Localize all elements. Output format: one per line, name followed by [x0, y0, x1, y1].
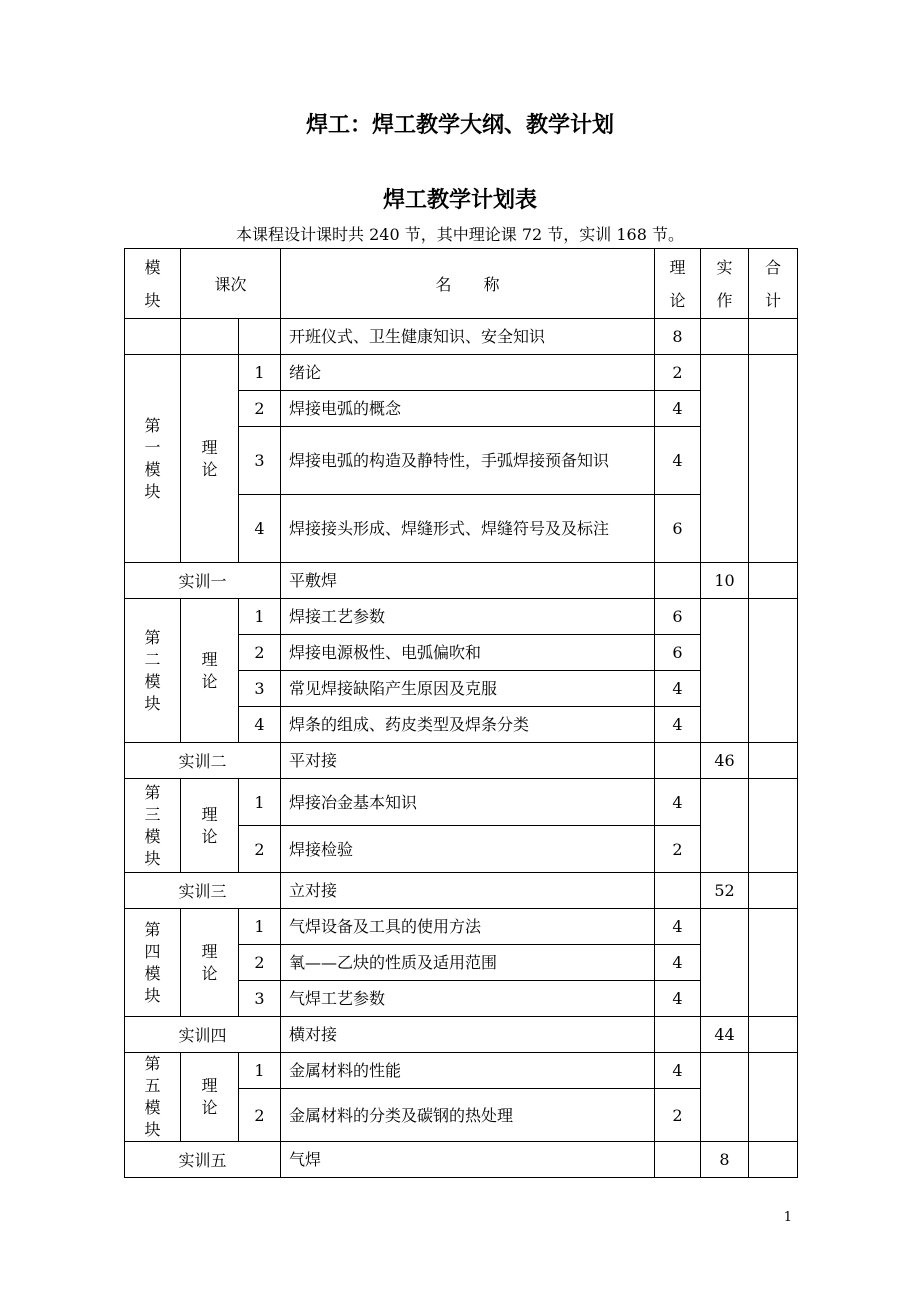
lesson-number: 2 [239, 391, 281, 427]
lesson-number: 2 [239, 635, 281, 671]
lesson-number: 4 [239, 707, 281, 743]
training-practice-hours: 52 [701, 873, 749, 909]
lesson-name: 焊接电弧的概念 [281, 391, 655, 427]
training-theory [655, 1017, 701, 1053]
lesson-row [125, 779, 798, 826]
lesson-number: 1 [239, 355, 281, 391]
lesson-name: 绪论 [281, 355, 655, 391]
lesson-theory-hours: 2 [655, 1089, 701, 1142]
lesson-name: 金属材料的性能 [281, 1053, 655, 1089]
training-practice-hours: 46 [701, 743, 749, 779]
header-practice: 实作 [701, 249, 749, 319]
lesson-row [125, 909, 798, 945]
lesson-number: 4 [239, 495, 281, 563]
header-row [125, 249, 798, 319]
practice-cell [701, 1053, 749, 1142]
lesson-theory-hours: 2 [655, 355, 701, 391]
lesson-row [125, 1053, 798, 1089]
lesson-row [125, 599, 798, 635]
lesson-theory-hours: 4 [655, 671, 701, 707]
lesson-name: 常见焊接缺陷产生原因及克服 [281, 671, 655, 707]
practice-cell [701, 779, 749, 873]
lesson-theory-hours: 6 [655, 599, 701, 635]
training-practice-hours: 44 [701, 1017, 749, 1053]
training-row [125, 563, 798, 599]
training-theory [655, 563, 701, 599]
document-title: 焊工：焊工教学大纲、教学计划 [305, 113, 614, 138]
lesson-number: 3 [239, 427, 281, 495]
lesson-name: 焊接电弧的构造及静特性，手弧焊接预备知识 [281, 427, 655, 495]
practice-cell [701, 355, 749, 563]
lesson-name: 气焊工艺参数 [281, 981, 655, 1017]
lesson-number: 1 [239, 779, 281, 826]
module-label: 第二模块 [125, 599, 181, 743]
training-practice-hours: 10 [701, 563, 749, 599]
training-total [749, 1017, 798, 1053]
training-total [749, 1142, 798, 1178]
lesson-theory-hours: 2 [655, 826, 701, 873]
training-theory [655, 1142, 701, 1178]
training-theory [655, 743, 701, 779]
training-row [125, 1017, 798, 1053]
lesson-name: 气焊设备及工具的使用方法 [281, 909, 655, 945]
header-module: 模块 [125, 249, 181, 319]
training-name: 横对接 [281, 1017, 655, 1053]
module-label: 第五模块 [125, 1053, 181, 1142]
total-cell [749, 1053, 798, 1142]
module-label: 第一模块 [125, 355, 181, 563]
training-label: 实训一 [125, 563, 281, 599]
course-summary: 本课程设计课时共 240 节，其中理论课 72 节，实训 168 节。 [236, 225, 684, 244]
lesson-name: 氧——乙炔的性质及适用范围 [281, 945, 655, 981]
lesson-number: 3 [239, 671, 281, 707]
lesson-number: 1 [239, 599, 281, 635]
lesson-type: 理论 [181, 779, 239, 873]
lesson-name: 焊接冶金基本知识 [281, 779, 655, 826]
training-row [125, 1142, 798, 1178]
total-cell [749, 779, 798, 873]
lesson-theory-hours: 4 [655, 1053, 701, 1089]
lesson-number: 1 [239, 1053, 281, 1089]
lesson-number: 2 [239, 826, 281, 873]
lesson-theory-hours: 4 [655, 779, 701, 826]
header-name: 名 称 [281, 249, 655, 319]
lesson-number: 2 [239, 945, 281, 981]
lesson-type: 理论 [181, 909, 239, 1017]
lesson-type: 理论 [181, 599, 239, 743]
total-cell [749, 355, 798, 563]
module-label: 第四模块 [125, 909, 181, 1017]
lesson-name: 焊条的组成、药皮类型及焊条分类 [281, 707, 655, 743]
lesson-type: 理论 [181, 1053, 239, 1142]
lesson-theory-hours: 4 [655, 707, 701, 743]
lesson-theory-hours: 6 [655, 635, 701, 671]
page-number: 1 [783, 1210, 792, 1225]
training-row [125, 743, 798, 779]
lesson-theory-hours: 6 [655, 495, 701, 563]
lesson-number: 2 [239, 1089, 281, 1142]
training-total [749, 743, 798, 779]
total-cell [749, 599, 798, 743]
lesson-theory-hours: 4 [655, 391, 701, 427]
intro-name: 开班仪式、卫生健康知识、安全知识 [281, 319, 655, 355]
lesson-name: 焊接检验 [281, 826, 655, 873]
practice-cell [701, 599, 749, 743]
training-label: 实训三 [125, 873, 281, 909]
lesson-theory-hours: 4 [655, 427, 701, 495]
total-cell [749, 909, 798, 1017]
lesson-theory-hours: 4 [655, 981, 701, 1017]
training-name: 立对接 [281, 873, 655, 909]
training-label: 实训五 [125, 1142, 281, 1178]
training-row [125, 873, 798, 909]
lesson-name: 焊接电源极性、电弧偏吹和 [281, 635, 655, 671]
training-label: 实训二 [125, 743, 281, 779]
training-name: 平敷焊 [281, 563, 655, 599]
lesson-row [125, 355, 798, 391]
training-total [749, 873, 798, 909]
header-theory: 理论 [655, 249, 701, 319]
module-label: 第三模块 [125, 779, 181, 873]
training-total [749, 563, 798, 599]
lesson-number: 1 [239, 909, 281, 945]
intro-row [125, 319, 798, 355]
training-name: 气焊 [281, 1142, 655, 1178]
practice-cell [701, 909, 749, 1017]
intro-theory: 8 [655, 319, 701, 355]
training-practice-hours: 8 [701, 1142, 749, 1178]
table-title: 焊工教学计划表 [382, 188, 537, 213]
header-lesson: 课次 [181, 249, 281, 319]
teaching-plan-table [124, 248, 798, 1178]
lesson-name: 焊接工艺参数 [281, 599, 655, 635]
lesson-type: 理论 [181, 355, 239, 563]
lesson-name: 焊接接头形成、焊缝形式、焊缝符号及及标注 [281, 495, 655, 563]
lesson-number: 3 [239, 981, 281, 1017]
training-label: 实训四 [125, 1017, 281, 1053]
training-theory [655, 873, 701, 909]
header-total: 合计 [749, 249, 798, 319]
lesson-name: 金属材料的分类及碳钢的热处理 [281, 1089, 655, 1142]
lesson-theory-hours: 4 [655, 909, 701, 945]
lesson-theory-hours: 4 [655, 945, 701, 981]
training-name: 平对接 [281, 743, 655, 779]
